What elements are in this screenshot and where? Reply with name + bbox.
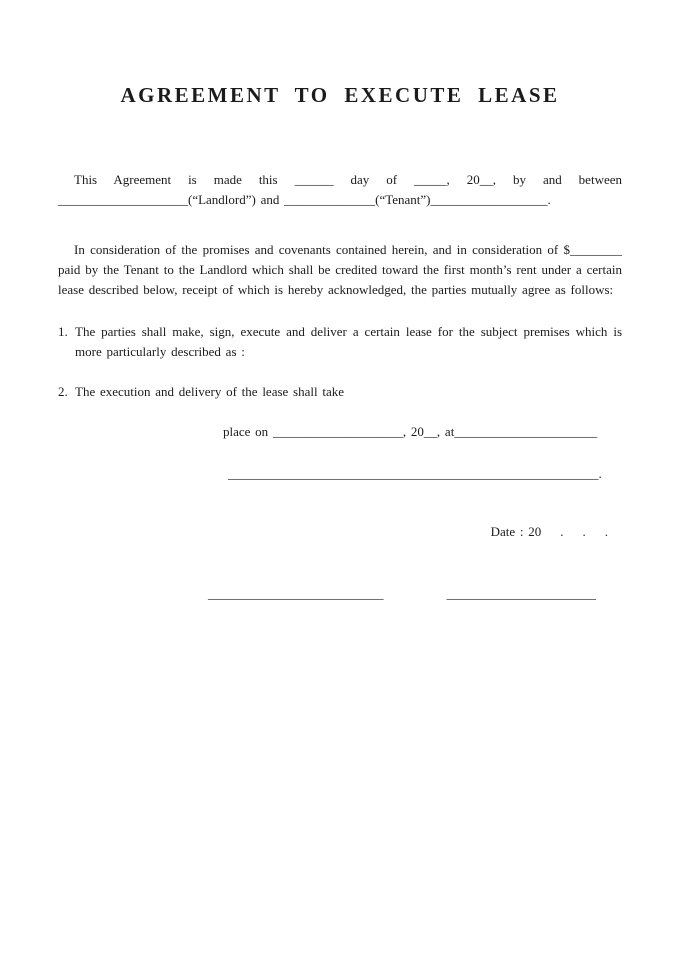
signature-line-right: _______________________ — [446, 586, 596, 601]
list-item-2 — [58, 382, 622, 402]
intro-paragraph: This Agreement is made this ______ day of _____, 20__, by and between ____________________(“Landlord”) and ______________(“Tenant”)__________________. — [58, 172, 622, 207]
list-item-1 — [58, 322, 622, 362]
item-2-number: 2. — [58, 384, 68, 399]
blank-fill-line: _________________________________________________________. — [228, 466, 602, 481]
date-line: Date : 20 . . . — [490, 524, 608, 539]
place-fill-line: place on ____________________, 20__, at______________________ — [223, 424, 598, 439]
item-1-number: 1. — [58, 324, 68, 339]
signature-line-left: ___________________________ — [208, 586, 384, 601]
item-1-text: The parties shall make, sign, execute and deliver a certain lease for the subject premises which is more particularly described as : — [75, 324, 622, 359]
document-title: AGREEMENT TO EXECUTE LEASE — [120, 83, 560, 107]
signature-row — [58, 584, 622, 604]
consideration-paragraph: In consideration of the promises and covenants contained herein, and in consideration of $________ paid by the Tenant to the Landlord which shall be credited toward the first month’s rent under a certain lease described below, receipt of which is hereby acknowledged, the parties mutually agree as follows: — [58, 242, 622, 297]
item-2-text: The execution and delivery of the lease shall take — [75, 384, 345, 399]
